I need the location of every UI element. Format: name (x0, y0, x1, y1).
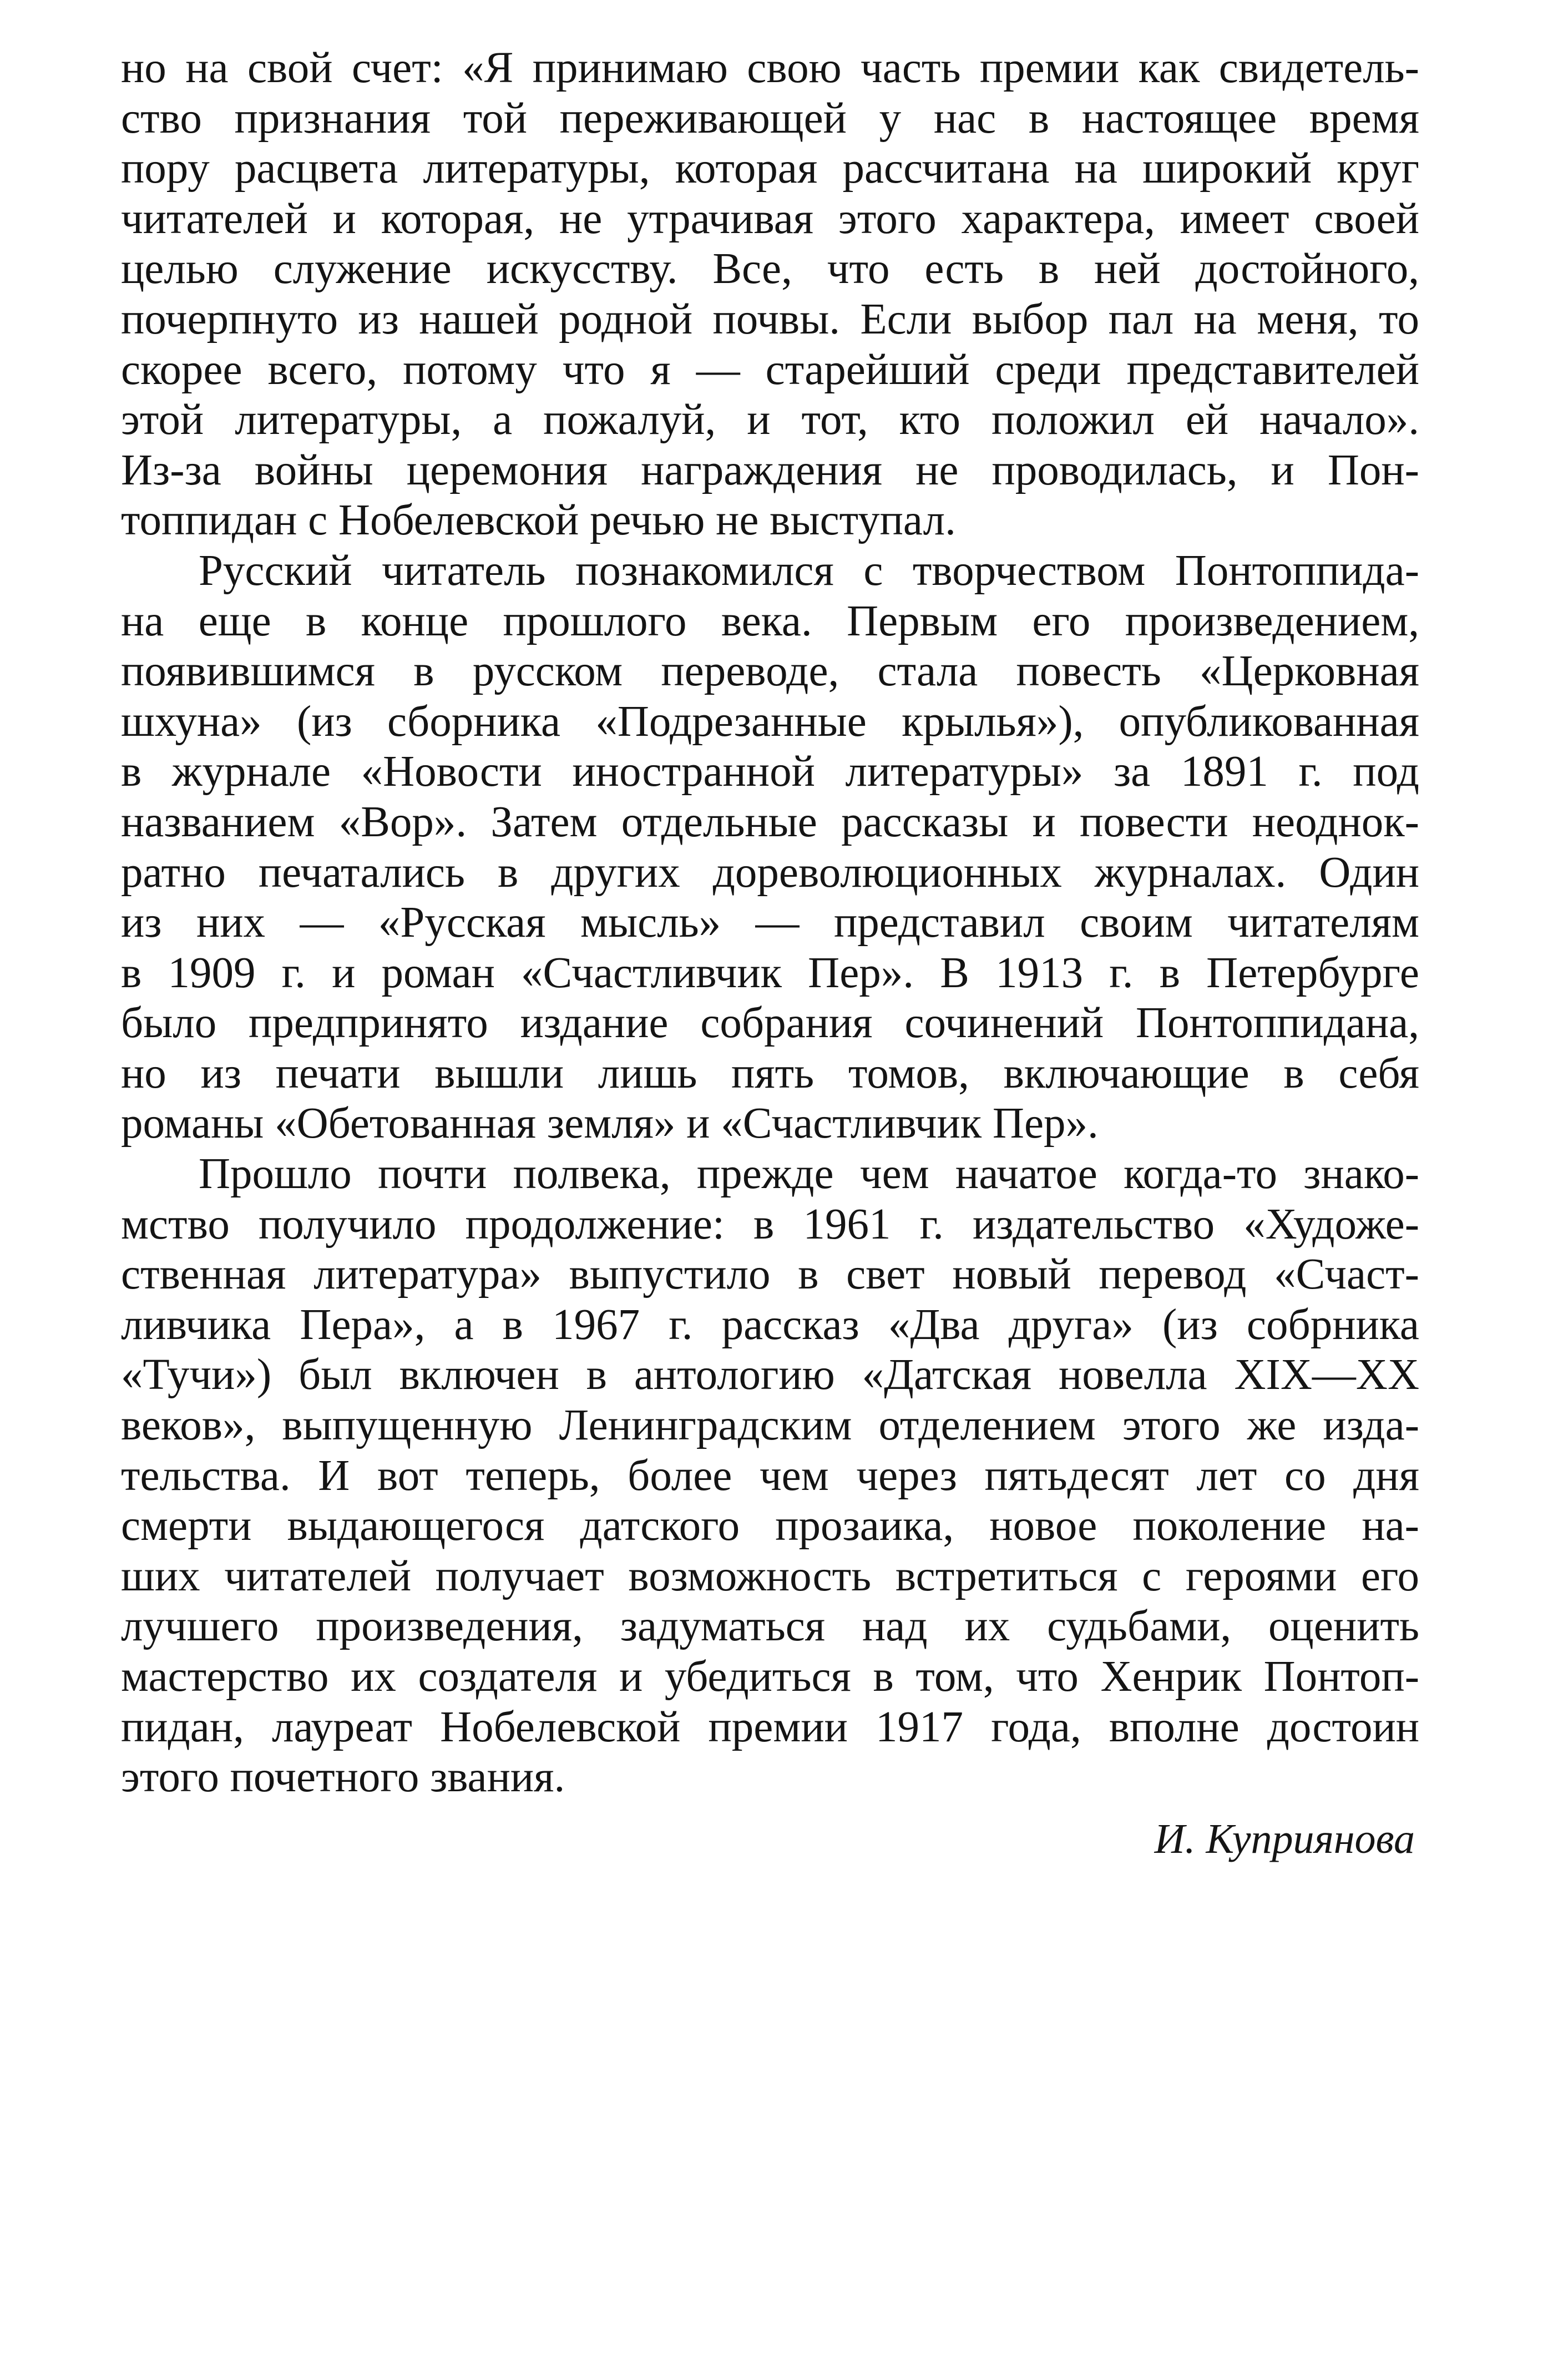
text-line: из них — «Русская мысль» — представил своим читателям (121, 898, 1419, 947)
text-line: этого почетного звания. (121, 1753, 565, 1802)
text-line: пидан, лауреат Нобелевской премии 1917 года, вполне достоин (121, 1702, 1419, 1751)
text-line: но из печати вышли лишь пять томов, включающие в себя (121, 1049, 1419, 1098)
text-line: этой литературы, а пожалуй, и тот, кто положил ей начало». (121, 396, 1419, 444)
text-line: целью служение искусству. Все, что есть в ней достойного, (121, 245, 1419, 294)
text-line: веков», выпущенную Ленинградским отделением этого же изда- (121, 1401, 1419, 1450)
text-line: ство признания той переживающей у нас в настоящее время (121, 94, 1419, 143)
text-line: но на свой счет: «Я принимаю свою часть премии как свидетель- (121, 44, 1419, 92)
text-line: появившимся в русском переводе, стала повесть «Церковная (121, 647, 1419, 696)
paragraph-2 (121, 546, 1419, 1149)
text-line: романы «Обетованная земля» и «Счастливчик Пер». (121, 1099, 1099, 1148)
text-line: читателей и которая, не утрачивая этого характера, имеет своей (121, 194, 1419, 243)
text-line: ших читателей получает возможность встретиться с героями его (121, 1552, 1419, 1600)
text-line: почерпнуто из нашей родной почвы. Если выбор пал на меня, то (121, 295, 1419, 343)
paragraph-3 (121, 1149, 1419, 1803)
text-line: топпидан с Нобелевской речью не выступал. (121, 496, 956, 545)
text-line: ливчика Пера», а в 1967 г. рассказ «Два друга» (из собрника (121, 1300, 1419, 1349)
text-line: названием «Вор». Затем отдельные рассказы и повести неоднок- (121, 797, 1419, 846)
text-line: скорее всего, потому что я — старейший среди представителей (121, 345, 1419, 394)
text-line: «Тучи») был включен в антологию «Датская новелла XIX—XX (121, 1351, 1419, 1399)
text-line: мство получило продолжение: в 1961 г. издательство «Художе- (121, 1200, 1419, 1249)
article-text (121, 43, 1419, 1869)
text-line: Прошло почти полвека, прежде чем начатое когда-то знако- (199, 1150, 1419, 1199)
text-line: шхуна» (из сборника «Подрезанные крылья»), опубликованная (121, 697, 1419, 746)
text-line: ратно печатались в других дореволюционных журналах. Один (121, 848, 1419, 897)
text-line: было предпринято издание собрания сочинений Понтоппидана, (121, 999, 1419, 1048)
text-line: в журнале «Новости иностранной литературы» за 1891 г. под (121, 747, 1419, 796)
text-line: Из-за войны церемония награждения не проводилась, и Пон- (121, 446, 1419, 494)
text-line: Русский читатель познакомился с творчеством Понтоппида- (199, 546, 1419, 595)
text-line: в 1909 г. и роман «Счастливчик Пер». В 1913 г. в Петербурге (121, 948, 1419, 997)
text-line: смерти выдающегося датского прозаика, новое поколение на- (121, 1502, 1419, 1550)
text-line: мастерство их создателя и убедиться в том, что Хенрик Понтоп- (121, 1653, 1419, 1701)
author-signature: И. Куприянова (1154, 1815, 1415, 1862)
text-line: на еще в конце прошлого века. Первым его произведением, (121, 597, 1419, 645)
text-line: тельства. И вот теперь, более чем через пятьдесят лет со дня (121, 1451, 1419, 1500)
text-line: пору расцвета литературы, которая рассчитана на широкий круг (121, 144, 1419, 193)
paragraph-1 (121, 43, 1419, 546)
text-line: лучшего произведения, задуматься над их судьбами, оценить (121, 1602, 1419, 1651)
text-line: ственная литература» выпустило в свет новый перевод «Счаст- (121, 1250, 1419, 1299)
